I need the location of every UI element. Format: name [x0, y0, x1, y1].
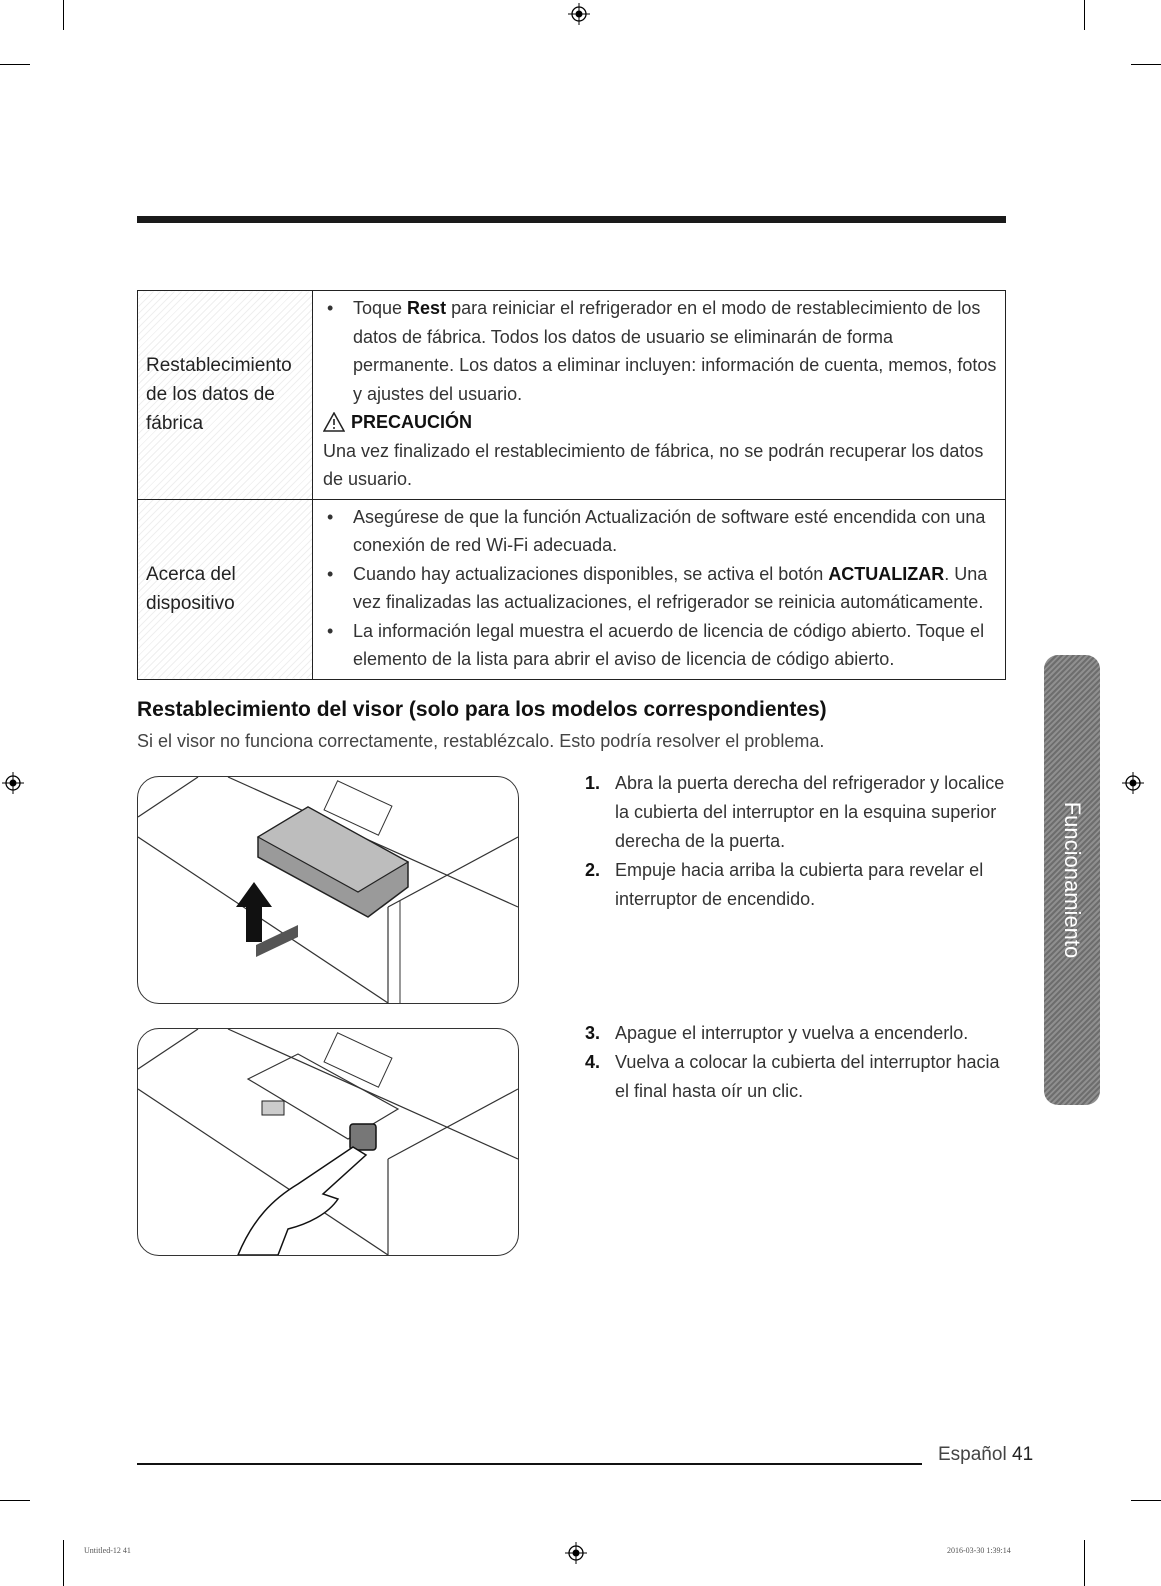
update-keyword: ACTUALIZAR — [828, 563, 945, 584]
row-label-factory-reset: Restablecimiento de los datos de fábrica — [138, 291, 313, 500]
crop-mark — [1084, 0, 1085, 30]
row-description-about-device — [313, 499, 1006, 679]
step-item: 1. Abra la puerta derecha del refrigerador y localice la cubierta del interruptor en la esquina superior derecha de la puerta. — [585, 773, 1005, 851]
crop-mark — [1084, 1540, 1085, 1586]
list-item: • Cuando hay actualizaciones disponibles, se activa el botón ACTUALIZAR. Una vez finalizadas las actualizaciones, el refrigerador se reinicia automáticamente. — [323, 560, 997, 617]
step-item: 4. Vuelva a colocar la cubierta del interruptor hacia el final hasta oír un clic. — [585, 1052, 1000, 1101]
settings-table — [137, 290, 1006, 680]
step-item: 3. Apague el interruptor y vuelva a encenderlo. — [585, 1023, 969, 1043]
crop-mark — [63, 1540, 64, 1586]
section-intro: Si el visor no funciona correctamente, restablézcalo. Esto podría resolver el problema. — [137, 731, 825, 751]
crop-mark — [0, 1500, 30, 1501]
footer-rule — [137, 1463, 922, 1465]
crop-mark — [1131, 1500, 1161, 1501]
door-cover-illustration — [138, 777, 518, 1003]
step-item: 2. Empuje hacia arriba la cubierta para revelar el interruptor de encendido. — [585, 860, 984, 909]
footer-language: Español — [938, 1444, 1007, 1465]
list-item: • Toque Rest para reiniciar el refrigerador en el modo de restablecimiento de los datos de fábrica. Todos los datos de usuario se eliminarán de forma permanente. Los datos a eliminar incluyen: información de cuenta, memos, fotos y ajustes del usuario. — [323, 294, 997, 408]
illustration-power-switch — [137, 1028, 519, 1256]
crop-mark — [0, 64, 30, 65]
table-row — [138, 291, 1006, 500]
row-label-about-device: Acerca del dispositivo — [138, 499, 313, 679]
illustration-cover-lift — [137, 776, 519, 1004]
registration-mark-icon — [565, 1542, 587, 1564]
print-info-right: 2016-03-30 1:39:14 — [947, 1546, 1011, 1555]
registration-mark-icon — [568, 3, 590, 25]
caution-heading: PRECAUCIÓN — [323, 408, 997, 437]
power-switch-illustration — [138, 1029, 518, 1255]
registration-mark-icon — [1122, 772, 1144, 794]
print-info-left: Untitled-12 41 — [84, 1546, 131, 1555]
caution-text: Una vez finalizado el restablecimiento de fábrica, no se podrán recuperar los datos de usuario. — [323, 440, 984, 489]
row-description-factory-reset — [313, 291, 1006, 500]
chapter-side-tab — [1044, 655, 1100, 1105]
page-number: 41 — [1012, 1444, 1034, 1465]
warning-triangle-icon — [323, 412, 345, 432]
chapter-tab-label: Funcionamiento — [1060, 801, 1085, 959]
header-rule — [137, 216, 1006, 223]
registration-mark-icon — [2, 772, 24, 794]
table-row — [138, 499, 1006, 679]
crop-mark — [63, 0, 64, 30]
list-item: • La información legal muestra el acuerdo de licencia de código abierto. Toque el elemento de la lista para abrir el aviso de licencia de código abierto. — [323, 617, 997, 674]
crop-mark — [1131, 64, 1161, 65]
rest-keyword: Rest — [407, 298, 447, 318]
list-item: • Asegúrese de que la función Actualización de software esté encendida con una conexión de red Wi-Fi adecuada. — [323, 503, 997, 560]
section-title: Restablecimiento del visor (solo para los modelos correspondientes) — [137, 698, 827, 721]
